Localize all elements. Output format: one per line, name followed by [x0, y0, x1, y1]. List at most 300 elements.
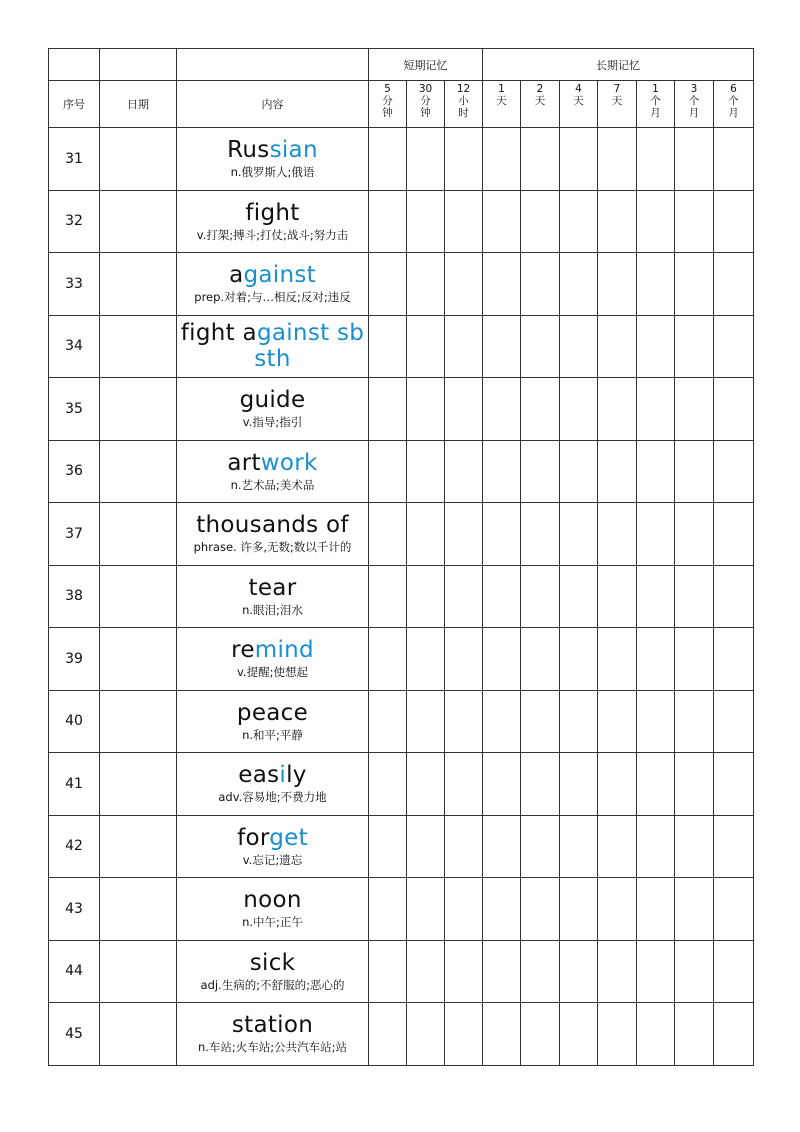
review-check-cell[interactable]	[521, 128, 560, 191]
review-check-cell[interactable]	[483, 440, 521, 503]
review-check-cell[interactable]	[560, 753, 598, 816]
content-cell	[177, 503, 369, 566]
vocab-word	[177, 200, 368, 226]
review-check-cell[interactable]	[445, 815, 483, 878]
review-check-cell[interactable]	[598, 315, 637, 378]
word-highlight-part: i	[279, 762, 287, 789]
vocab-word	[177, 320, 368, 372]
interval-label-part: 小	[458, 95, 469, 107]
review-check-cell[interactable]	[521, 753, 560, 816]
review-check-cell[interactable]	[521, 690, 560, 753]
review-check-cell[interactable]	[714, 753, 754, 816]
review-check-cell[interactable]	[637, 253, 675, 316]
row-number: 38	[49, 565, 100, 628]
review-check-cell[interactable]	[560, 815, 598, 878]
vocab-word	[177, 762, 368, 788]
review-check-cell[interactable]	[521, 815, 560, 878]
header-blank-cell	[49, 49, 100, 81]
review-check-cell[interactable]	[521, 628, 560, 691]
review-check-cell[interactable]	[714, 1003, 754, 1066]
review-check-cell[interactable]	[407, 815, 445, 878]
review-check-cell[interactable]	[483, 690, 521, 753]
review-check-cell[interactable]	[714, 440, 754, 503]
review-check-cell[interactable]	[445, 753, 483, 816]
review-check-cell[interactable]	[369, 940, 407, 1003]
word-part: art	[227, 449, 261, 476]
date-cell[interactable]	[100, 753, 177, 816]
interval-label-part: 天	[573, 95, 584, 107]
review-check-cell[interactable]	[598, 128, 637, 191]
review-check-cell[interactable]	[598, 503, 637, 566]
review-check-cell[interactable]	[369, 128, 407, 191]
vocab-table	[48, 48, 754, 1066]
review-check-cell[interactable]	[483, 190, 521, 253]
interval-label-part: 2	[536, 83, 544, 95]
word-meaning: n.艺术品;美术品	[230, 477, 315, 492]
word-meaning: v.指导;指引	[242, 415, 303, 430]
review-check-cell[interactable]	[521, 565, 560, 628]
date-cell[interactable]	[100, 1003, 177, 1066]
word-part: sick	[249, 949, 296, 976]
row-number: 36	[49, 440, 100, 503]
interval-label-part: 4	[575, 83, 582, 95]
table-row	[49, 565, 754, 628]
review-check-cell[interactable]	[714, 378, 754, 441]
review-check-cell[interactable]	[714, 253, 754, 316]
review-check-cell[interactable]	[675, 440, 714, 503]
row-number: 45	[49, 1003, 100, 1066]
vocab-word	[177, 512, 368, 538]
review-check-cell[interactable]	[560, 190, 598, 253]
table-row	[49, 815, 754, 878]
table-row	[49, 878, 754, 941]
review-check-cell[interactable]	[445, 128, 483, 191]
review-check-cell[interactable]	[714, 190, 754, 253]
review-check-cell[interactable]	[483, 815, 521, 878]
interval-header	[637, 81, 675, 128]
review-check-cell[interactable]	[598, 440, 637, 503]
review-check-cell[interactable]	[714, 565, 754, 628]
review-check-cell[interactable]	[560, 440, 598, 503]
date-header: 日期	[100, 81, 177, 128]
table-row	[49, 378, 754, 441]
word-part: guide	[239, 387, 306, 414]
review-check-cell[interactable]	[521, 253, 560, 316]
content-cell	[177, 253, 369, 316]
review-check-cell[interactable]	[714, 878, 754, 941]
review-check-cell[interactable]	[407, 190, 445, 253]
review-check-cell[interactable]	[598, 253, 637, 316]
review-check-cell[interactable]	[369, 440, 407, 503]
row-number: 34	[49, 315, 100, 378]
date-cell[interactable]	[100, 628, 177, 691]
review-check-cell[interactable]	[560, 378, 598, 441]
header-row-top	[49, 49, 754, 81]
content-cell	[177, 878, 369, 941]
word-meaning: adj.生病的;不舒服的;恶心的	[200, 977, 345, 992]
review-check-cell[interactable]	[445, 565, 483, 628]
header-row-columns	[49, 81, 754, 128]
review-check-cell[interactable]	[637, 503, 675, 566]
review-check-cell[interactable]	[483, 253, 521, 316]
review-check-cell[interactable]	[407, 440, 445, 503]
interval-label-part: 个	[728, 95, 739, 107]
review-check-cell[interactable]	[714, 315, 754, 378]
interval-header	[407, 81, 445, 128]
review-check-cell[interactable]	[407, 503, 445, 566]
review-check-cell[interactable]	[714, 940, 754, 1003]
review-check-cell[interactable]	[445, 440, 483, 503]
interval-label-part: 分	[382, 95, 393, 107]
interval-header	[675, 81, 714, 128]
word-meaning: v.忘记;遗忘	[242, 852, 303, 867]
word-part: ly	[286, 762, 307, 789]
review-check-cell[interactable]	[598, 1003, 637, 1066]
review-check-cell[interactable]	[369, 253, 407, 316]
review-check-cell[interactable]	[445, 315, 483, 378]
date-cell[interactable]	[100, 690, 177, 753]
interval-label-part: 个	[650, 95, 661, 107]
review-check-cell[interactable]	[483, 628, 521, 691]
review-check-cell[interactable]	[675, 940, 714, 1003]
review-check-cell[interactable]	[483, 565, 521, 628]
content-header: 内容	[177, 81, 369, 128]
interval-label-part: 7	[613, 83, 621, 95]
review-check-cell[interactable]	[369, 878, 407, 941]
word-part: fight a	[180, 320, 257, 347]
vocab-word	[177, 1012, 368, 1038]
review-check-cell[interactable]	[675, 753, 714, 816]
interval-header	[714, 81, 754, 128]
interval-header	[445, 81, 483, 128]
review-check-cell[interactable]	[407, 378, 445, 441]
interval-header	[598, 81, 637, 128]
interval-label-part: 天	[496, 95, 507, 107]
row-number: 40	[49, 690, 100, 753]
date-cell[interactable]	[100, 565, 177, 628]
table-row	[49, 690, 754, 753]
review-check-cell[interactable]	[714, 128, 754, 191]
review-check-cell[interactable]	[637, 815, 675, 878]
review-check-cell[interactable]	[483, 378, 521, 441]
interval-label-part: 3	[690, 83, 698, 95]
word-part: tear	[248, 574, 297, 601]
date-cell[interactable]	[100, 440, 177, 503]
review-check-cell[interactable]	[598, 565, 637, 628]
review-check-cell[interactable]	[483, 878, 521, 941]
review-check-cell[interactable]	[560, 315, 598, 378]
word-meaning: n.和平;平静	[242, 727, 303, 742]
table-row	[49, 940, 754, 1003]
review-check-cell[interactable]	[521, 315, 560, 378]
review-check-cell[interactable]	[560, 128, 598, 191]
review-check-cell[interactable]	[407, 753, 445, 816]
review-check-cell[interactable]	[637, 628, 675, 691]
review-check-cell[interactable]	[598, 878, 637, 941]
review-check-cell[interactable]	[714, 690, 754, 753]
word-part: noon	[243, 887, 302, 914]
word-meaning: n.俄罗斯人;俄语	[230, 165, 315, 180]
content-cell	[177, 940, 369, 1003]
row-number: 33	[49, 253, 100, 316]
table-row	[49, 628, 754, 691]
review-check-cell[interactable]	[637, 190, 675, 253]
review-check-cell[interactable]	[407, 128, 445, 191]
review-check-cell[interactable]	[407, 315, 445, 378]
interval-label-part: 钟	[420, 107, 431, 119]
vocab-word	[177, 950, 368, 976]
content-cell	[177, 315, 369, 378]
word-part: a	[229, 262, 244, 289]
review-check-cell[interactable]	[483, 503, 521, 566]
date-cell[interactable]	[100, 315, 177, 378]
review-check-cell[interactable]	[521, 503, 560, 566]
word-meaning: adv.容易地;不费力地	[218, 790, 327, 805]
review-check-cell[interactable]	[598, 940, 637, 1003]
vocab-word	[177, 887, 368, 913]
row-number: 37	[49, 503, 100, 566]
review-check-cell[interactable]	[407, 940, 445, 1003]
word-part: fight	[245, 199, 300, 226]
table-row	[49, 253, 754, 316]
review-check-cell[interactable]	[675, 190, 714, 253]
review-check-cell[interactable]	[560, 253, 598, 316]
word-meaning: n.中午;正午	[242, 915, 303, 930]
word-part: station	[231, 1012, 314, 1039]
review-check-cell[interactable]	[483, 753, 521, 816]
review-check-cell[interactable]	[445, 690, 483, 753]
review-check-cell[interactable]	[560, 878, 598, 941]
review-check-cell[interactable]	[521, 940, 560, 1003]
review-check-cell[interactable]	[445, 628, 483, 691]
review-check-cell[interactable]	[675, 128, 714, 191]
content-cell	[177, 378, 369, 441]
review-check-cell[interactable]	[637, 1003, 675, 1066]
review-check-cell[interactable]	[598, 378, 637, 441]
word-part: eas	[238, 762, 280, 789]
date-cell[interactable]	[100, 878, 177, 941]
review-check-cell[interactable]	[560, 690, 598, 753]
review-check-cell[interactable]	[521, 440, 560, 503]
interval-label-part: 月	[688, 107, 700, 119]
review-check-cell[interactable]	[714, 503, 754, 566]
word-part: thousands of	[196, 512, 349, 539]
word-meaning: prep.对着;与…相反;反对;违反	[194, 290, 351, 305]
word-highlight-part: mind	[254, 637, 314, 664]
review-check-cell[interactable]	[521, 878, 560, 941]
header-blank-cell	[177, 49, 369, 81]
row-number: 31	[49, 128, 100, 191]
word-part: Rus	[227, 137, 270, 164]
review-check-cell[interactable]	[598, 628, 637, 691]
row-number: 43	[49, 878, 100, 941]
row-number: 41	[49, 753, 100, 816]
review-check-cell[interactable]	[675, 1003, 714, 1066]
review-check-cell[interactable]	[637, 128, 675, 191]
review-check-cell[interactable]	[675, 253, 714, 316]
word-part: peace	[236, 699, 309, 726]
vocab-word	[177, 137, 368, 163]
vocab-word	[177, 262, 368, 288]
content-cell	[177, 440, 369, 503]
vocab-word	[177, 387, 368, 413]
review-check-cell[interactable]	[407, 690, 445, 753]
review-check-cell[interactable]	[675, 503, 714, 566]
table-row	[49, 440, 754, 503]
word-meaning: v.打架;搏斗;打仗;战斗;努力击	[196, 227, 349, 242]
review-check-cell[interactable]	[598, 190, 637, 253]
interval-label-part: 5	[384, 83, 391, 95]
review-check-cell[interactable]	[445, 503, 483, 566]
review-check-cell[interactable]	[369, 753, 407, 816]
vocab-word	[177, 575, 368, 601]
word-highlight-part: sian	[269, 137, 318, 164]
content-cell	[177, 753, 369, 816]
review-check-cell[interactable]	[637, 753, 675, 816]
review-check-cell[interactable]	[521, 190, 560, 253]
review-check-cell[interactable]	[369, 565, 407, 628]
interval-label-part: 6	[730, 83, 737, 95]
short-term-header: 短期记忆	[369, 49, 483, 81]
date-cell[interactable]	[100, 940, 177, 1003]
table-row	[49, 128, 754, 191]
interval-label-part: 天	[534, 95, 546, 107]
word-part: re	[231, 637, 255, 664]
review-check-cell[interactable]	[369, 815, 407, 878]
review-check-cell[interactable]	[369, 190, 407, 253]
review-check-cell[interactable]	[675, 878, 714, 941]
table-row	[49, 753, 754, 816]
date-cell[interactable]	[100, 128, 177, 191]
content-cell	[177, 628, 369, 691]
review-check-cell[interactable]	[598, 815, 637, 878]
word-meaning: n.车站;火车站;公共汽车站;站	[197, 1040, 348, 1055]
interval-header	[369, 81, 407, 128]
table-row	[49, 190, 754, 253]
date-cell[interactable]	[100, 503, 177, 566]
review-check-cell[interactable]	[560, 565, 598, 628]
review-check-cell[interactable]	[445, 1003, 483, 1066]
interval-header	[521, 81, 560, 128]
interval-label-part: 12	[456, 83, 471, 95]
date-cell[interactable]	[100, 815, 177, 878]
interval-label-part: 天	[611, 95, 623, 107]
content-cell	[177, 128, 369, 191]
review-check-cell[interactable]	[407, 253, 445, 316]
review-check-cell[interactable]	[445, 940, 483, 1003]
review-check-cell[interactable]	[369, 628, 407, 691]
interval-label-part: 30	[418, 83, 433, 95]
review-check-cell[interactable]	[407, 565, 445, 628]
review-check-cell[interactable]	[369, 1003, 407, 1066]
review-check-cell[interactable]	[483, 1003, 521, 1066]
word-highlight-part: gainst	[243, 262, 316, 289]
review-check-cell[interactable]	[637, 690, 675, 753]
review-check-cell[interactable]	[637, 315, 675, 378]
vocab-word	[177, 637, 368, 663]
review-check-cell[interactable]	[637, 940, 675, 1003]
row-number: 32	[49, 190, 100, 253]
word-part: for	[237, 824, 270, 851]
review-check-cell[interactable]	[369, 503, 407, 566]
review-check-cell[interactable]	[637, 565, 675, 628]
word-meaning: phrase. 许多,无数;数以千计的	[193, 540, 352, 555]
review-check-cell[interactable]	[560, 503, 598, 566]
content-cell	[177, 190, 369, 253]
review-check-cell[interactable]	[445, 253, 483, 316]
word-highlight-part: get	[269, 824, 308, 851]
review-check-cell[interactable]	[675, 690, 714, 753]
review-check-cell[interactable]	[675, 628, 714, 691]
content-cell	[177, 690, 369, 753]
review-check-cell[interactable]	[483, 315, 521, 378]
row-number: 35	[49, 378, 100, 441]
date-cell[interactable]	[100, 190, 177, 253]
word-highlight-part: gainst sb sth	[254, 320, 365, 373]
review-check-cell[interactable]	[560, 628, 598, 691]
review-check-cell[interactable]	[483, 128, 521, 191]
review-check-cell[interactable]	[637, 878, 675, 941]
review-check-cell[interactable]	[521, 378, 560, 441]
review-check-cell[interactable]	[407, 1003, 445, 1066]
content-cell	[177, 815, 369, 878]
review-check-cell[interactable]	[637, 440, 675, 503]
date-cell[interactable]	[100, 253, 177, 316]
review-check-cell[interactable]	[560, 940, 598, 1003]
review-check-cell[interactable]	[560, 1003, 598, 1066]
word-meaning: v.提醒;使想起	[237, 665, 308, 680]
vocab-word	[177, 450, 368, 476]
review-check-cell[interactable]	[445, 378, 483, 441]
interval-label-part: 月	[728, 107, 739, 119]
review-check-cell[interactable]	[714, 628, 754, 691]
interval-label-part: 个	[688, 95, 700, 107]
review-check-cell[interactable]	[445, 190, 483, 253]
review-check-cell[interactable]	[675, 315, 714, 378]
review-check-cell[interactable]	[521, 1003, 560, 1066]
review-check-cell[interactable]	[369, 315, 407, 378]
row-number: 39	[49, 628, 100, 691]
date-cell[interactable]	[100, 378, 177, 441]
review-check-cell[interactable]	[598, 753, 637, 816]
review-check-cell[interactable]	[369, 378, 407, 441]
vocab-word	[177, 825, 368, 851]
table-row	[49, 1003, 754, 1066]
review-check-cell[interactable]	[637, 378, 675, 441]
review-check-cell[interactable]	[675, 378, 714, 441]
table-row	[49, 315, 754, 378]
review-check-cell[interactable]	[483, 940, 521, 1003]
review-check-cell[interactable]	[407, 878, 445, 941]
review-check-cell[interactable]	[675, 815, 714, 878]
long-term-header: 长期记忆	[483, 49, 754, 81]
word-highlight-part: work	[260, 449, 318, 476]
review-check-cell[interactable]	[675, 565, 714, 628]
review-check-cell[interactable]	[369, 690, 407, 753]
interval-header	[560, 81, 598, 128]
interval-label-part: 钟	[382, 107, 393, 119]
interval-label-part: 月	[650, 107, 661, 119]
review-check-cell[interactable]	[598, 690, 637, 753]
interval-label-part: 1	[498, 83, 505, 95]
interval-label-part: 1	[652, 83, 659, 95]
review-check-cell[interactable]	[445, 878, 483, 941]
review-check-cell[interactable]	[407, 628, 445, 691]
review-check-cell[interactable]	[714, 815, 754, 878]
content-cell	[177, 565, 369, 628]
row-number: 42	[49, 815, 100, 878]
content-cell	[177, 1003, 369, 1066]
